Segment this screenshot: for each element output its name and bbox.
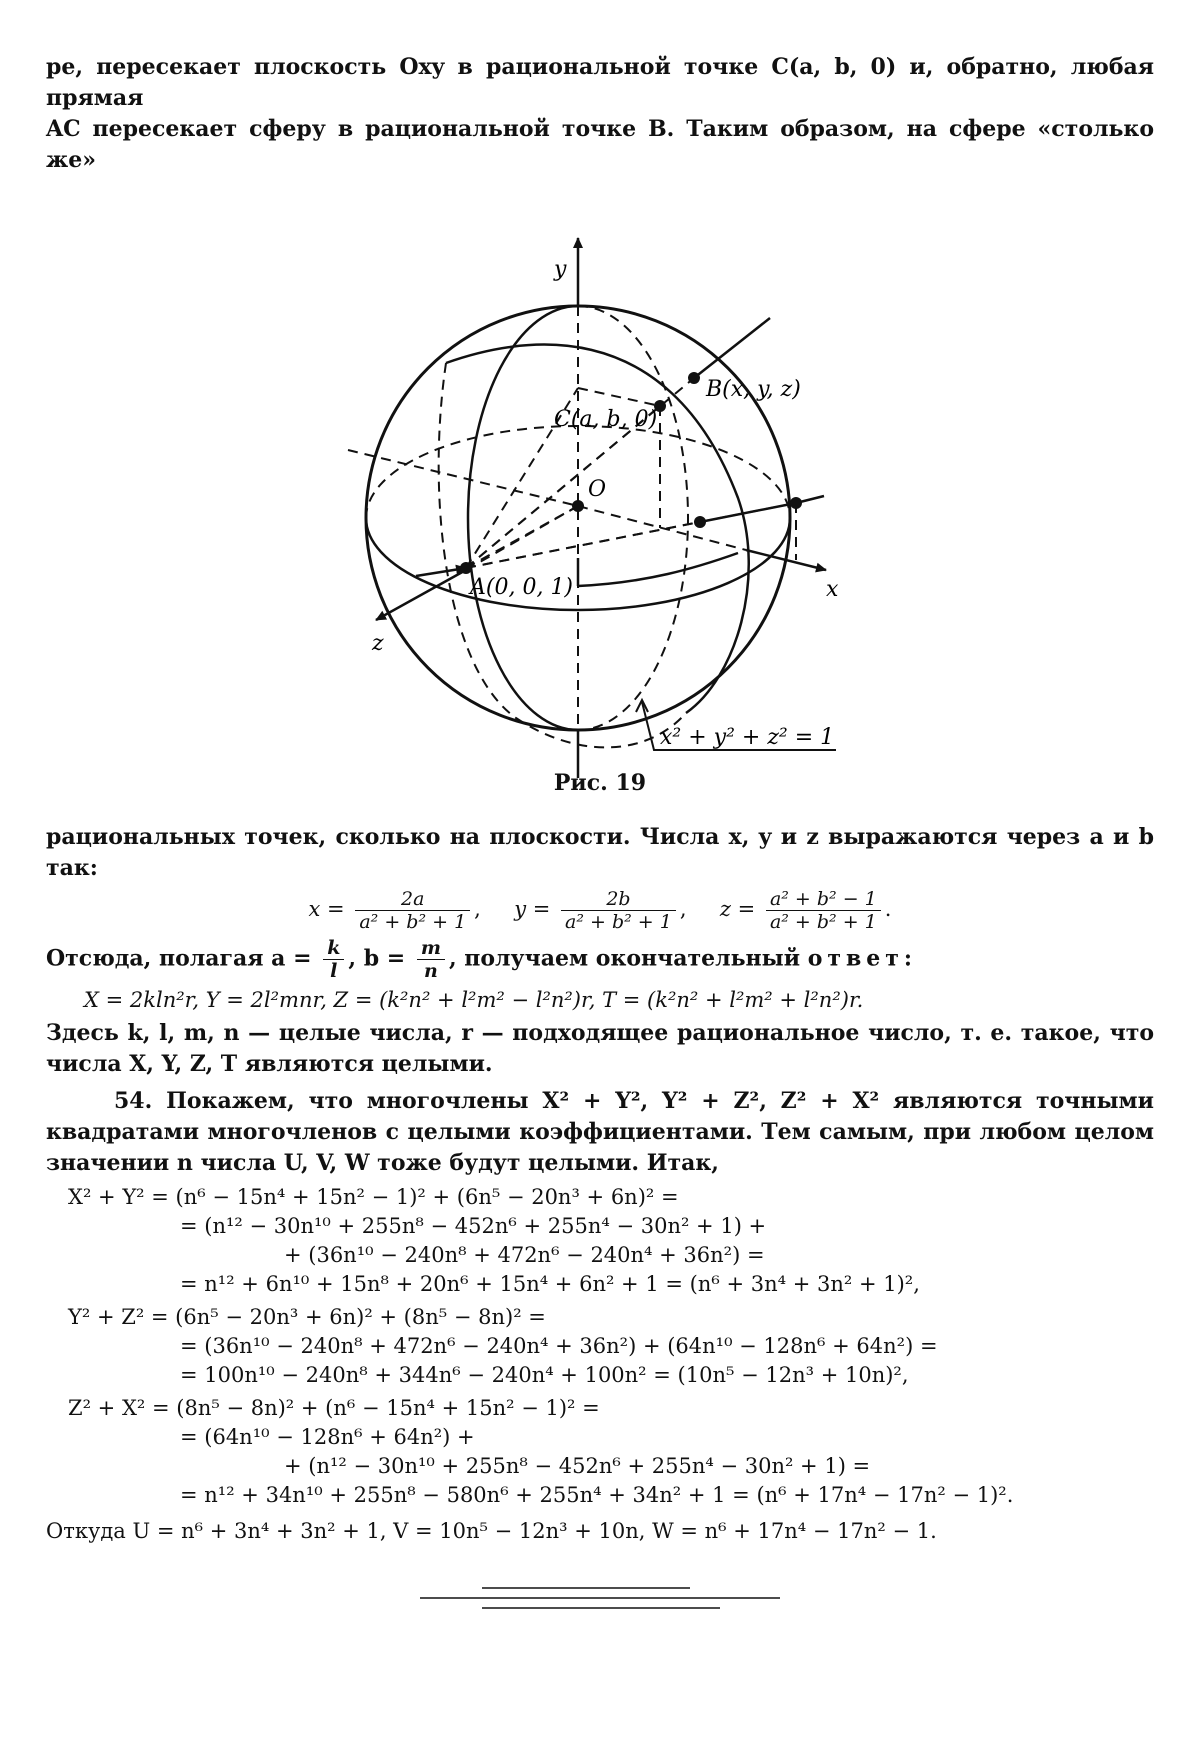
equation-block-zx <box>46 1394 1154 1510</box>
formula-xyz: x = $\frac{2a}{\text{a² + b² + 1}}$ , y = $\frac{2b}{\text{a² + b² + 1}}$ , z = $\frac{\text{a² + b² − 1}}{\text{a² + b² + 1}}$ . <box>308 888 892 933</box>
answer-word: ответ: <box>807 945 918 972</box>
eq-yz-line-3: = 100n¹⁰ − 240n⁸ + 344n⁶ − 240n⁴ + 100n² = (10n⁵ − 12n³ + 10n)², <box>180 1363 909 1387</box>
subst-b: , b = <box>348 945 406 972</box>
y-fraction <box>561 888 676 933</box>
y-lhs: y = <box>514 897 551 921</box>
frac-m: m <box>417 937 445 960</box>
proj-1 <box>578 388 660 406</box>
equation-block-yz <box>46 1303 1154 1390</box>
z-fraction <box>766 888 881 933</box>
sphere-diagram <box>46 198 1154 818</box>
problem-54-number: 54. <box>114 1088 153 1114</box>
answer-line: X = 2kln²r, Y = 2l²mnr, Z = (k²n² + l²m² − l²n²)r, T = (k²n² + l²m² + l²n²)r. <box>84 988 864 1012</box>
line-A-right2 <box>700 503 796 522</box>
equation-block-xy <box>46 1183 1154 1299</box>
page <box>46 52 1154 1547</box>
y-num: 2b <box>561 888 676 911</box>
meridian-back <box>578 306 688 730</box>
label-z: z <box>372 631 384 656</box>
label-O: O <box>588 477 607 502</box>
label-x: x <box>826 577 839 602</box>
eq-xy-line-4: = n¹² + 6n¹⁰ + 15n⁸ + 20n⁶ + 15n⁴ + 6n² + 1 = (n⁶ + 3n⁴ + 3n² + 1)², <box>180 1272 920 1296</box>
frac-k: k <box>323 937 344 960</box>
y-den: a² + b² + 1 <box>565 911 672 933</box>
x-den: a² + b² + 1 <box>359 911 467 933</box>
end-rules <box>0 1584 1200 1624</box>
figure-caption: Рис. 19 <box>553 770 647 796</box>
m-over-n <box>417 937 445 982</box>
proj-4 <box>466 506 578 568</box>
subst-suffix: , получаем окончательный <box>448 945 801 972</box>
subst-prefix: Отсюда, полагая a = <box>46 945 312 972</box>
eq-yz-line-1: Y² + Z² = (6n⁵ − 20n³ + 6n)² + (8n⁵ − 8n)² = <box>68 1305 546 1329</box>
eq-zx-line-3: + (n¹² − 30n¹⁰ + 255n⁸ − 452n⁶ + 255n⁴ − 30n² + 1) = <box>284 1454 871 1478</box>
note-paragraph: Здесь k, l, m, n — целые числа, r — подходящее рациональное число, т. е. такое, что числа X, Y, Z, T являются целыми. <box>46 1020 1154 1077</box>
text-after-figure: рациональных точек, сколько на плоскости. Числа x, y и z выражаются через a и b так: <box>46 824 1154 881</box>
substitution-line <box>46 937 1154 982</box>
eq-zx-line-4: = n¹² + 34n¹⁰ + 255n⁸ − 580n⁶ + 255n⁴ + 34n² + 1 = (n⁶ + 17n⁴ − 17n² − 1)². <box>180 1483 1014 1507</box>
eq-xy-line-1: X² + Y² = (n⁶ − 15n⁴ + 15n² − 1)² + (6n⁵ − 20n³ + 6n)² = <box>68 1185 679 1209</box>
eq-zx-line-1: Z² + X² = (8n⁵ − 8n)² + (n⁶ − 15n⁴ + 15n² − 1)² = <box>68 1396 600 1420</box>
x-axis-inner <box>578 506 746 550</box>
meridian2-front <box>446 345 749 713</box>
point-A <box>460 562 472 574</box>
intro-line-1: ре, пересекает плоскость Oxy в рациональной точке C(a, b, 0) и, обратно, любая прямая <box>46 54 1154 111</box>
label-y: y <box>554 257 567 282</box>
z-num: a² + b² − 1 <box>766 888 881 911</box>
x-num: 2a <box>355 888 470 911</box>
x-axis-back <box>348 450 578 506</box>
eq-yz-line-2: = (36n¹⁰ − 240n⁸ + 472n⁶ − 240n⁴ + 36n²) + (64n¹⁰ − 128n⁶ + 64n²) = <box>180 1334 938 1358</box>
frac-n: n <box>423 960 438 982</box>
x-lhs: x = <box>308 897 345 921</box>
point-right-2 <box>790 497 802 509</box>
point-O <box>572 500 584 512</box>
frac-l: l <box>330 960 338 982</box>
z-den: a² + b² + 1 <box>769 911 877 933</box>
problem-54-text: Покажем, что многочлены X² + Y², Y² + Z², Z² + X² являются точными квадратами многочленов с целыми коэффициентами. Тем самым, при любом целом значении n числа U, V, W тоже будут целыми. Итак, <box>46 1088 1154 1176</box>
problem-54 <box>46 1086 1154 1179</box>
eq-zx-line-2: = (64n¹⁰ − 128n⁶ + 64n²) + <box>180 1425 475 1449</box>
intro-line-2: AC пересекает сферу в рациональной точке B. Таким образом, на сфере «столько же» <box>46 116 1154 173</box>
z-lhs: z = <box>719 897 756 921</box>
label-sphere-equation: x² + y² + z² = 1 <box>660 725 835 750</box>
point-right-1 <box>694 516 706 528</box>
conclusion-line: Откуда U = n⁶ + 3n⁴ + 3n² + 1, V = 10n⁵ − 12n³ + 10n, W = n⁶ + 17n⁴ − 17n² − 1. <box>46 1519 937 1543</box>
inner-front-curve <box>578 553 738 586</box>
eq-xy-line-2: = (n¹² − 30n¹⁰ + 255n⁸ − 452n⁶ + 255n⁴ − 30n² + 1) + <box>180 1214 767 1238</box>
point-B <box>688 372 700 384</box>
eq-xy-line-3: + (36n¹⁰ − 240n⁸ + 472n⁶ − 240n⁴ + 36n²) = <box>284 1243 765 1267</box>
x-fraction <box>355 888 470 933</box>
label-B: B(x, y, z) <box>706 377 801 402</box>
meridian-front <box>468 306 578 730</box>
k-over-l <box>323 937 344 982</box>
z-axis-front <box>376 570 466 620</box>
label-A: A(0, 0, 1) <box>470 575 574 600</box>
figure-sphere <box>46 198 1154 818</box>
label-C: C(a, b, 0) <box>554 407 658 432</box>
